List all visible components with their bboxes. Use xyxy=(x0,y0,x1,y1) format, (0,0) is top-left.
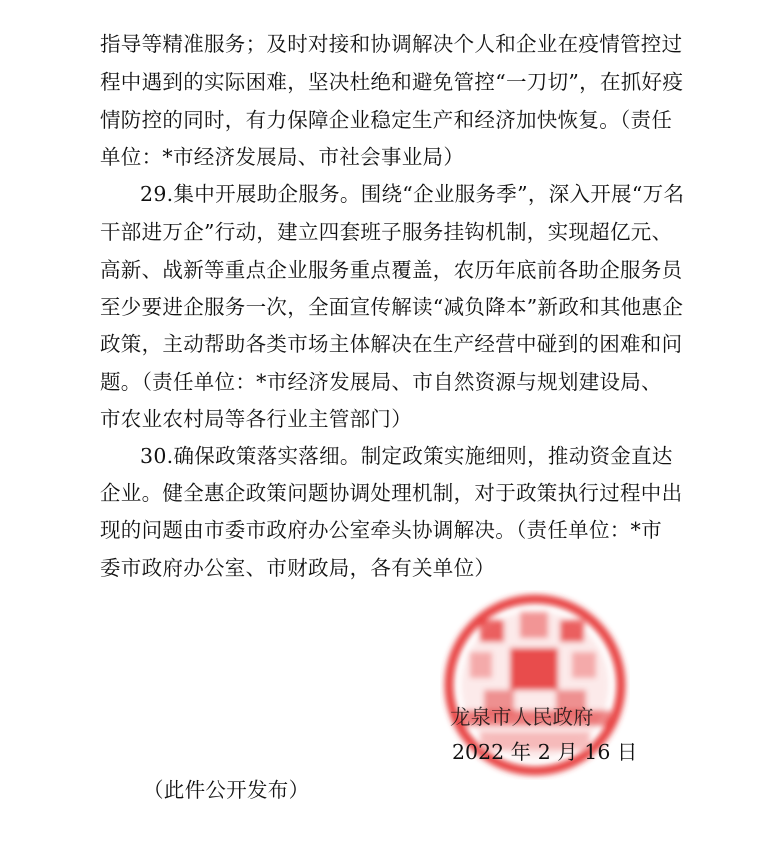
body-line-6: 干部进万企”行动，建立四套班子服务挂钩机制，实现超亿元、 xyxy=(100,220,673,244)
item-30-heading-line: 30.确保政策落实落细。制定政策实施细则，推动资金直达 xyxy=(140,444,673,468)
body-line-3: 情防控的同时，有力保障企业稳定生产和经济加快恢复。（责任 xyxy=(100,108,673,132)
body-line-2: 程中遇到的实际困难，坚决杜绝和避免管控“一刀切”，在抓好疫 xyxy=(100,70,684,94)
body-line-14: 现的问题由市委市政府办公室牵头协调解决。（责任单位：*市 xyxy=(100,518,662,542)
body-line-4: 单位：*市经济发展局、市社会事业局） xyxy=(100,145,465,169)
publication-note: （此件公开发布） xyxy=(143,778,310,802)
issue-date: 2022 年 2 月 16 日 xyxy=(452,740,638,764)
body-line-15: 委市政府办公室、市财政局，各有关单位） xyxy=(100,556,496,580)
body-line-13: 企业。健全惠企政策问题协调处理机制，对于政策执行过程中出 xyxy=(100,481,683,505)
body-line-9: 政策，主动帮助各类市场主体解决在生产经营中碰到的困难和问 xyxy=(100,332,683,356)
body-line-10: 题。（责任单位：*市经济发展局、市自然资源与规划建设局、 xyxy=(100,370,662,394)
body-line-8: 至少要进企服务一次，全面宣传解读“减负降本”新政和其他惠企 xyxy=(100,295,684,319)
body-line-1: 指导等精准服务；及时对接和协调解决个人和企业在疫情管控过 xyxy=(100,32,683,56)
body-line-7: 高新、战新等重点企业服务重点覆盖，农历年底前各助企服务员 xyxy=(100,258,683,282)
body-line-11: 市农业农村局等各行业主管部门） xyxy=(100,407,412,431)
issuer-signature: 龙泉市人民政府 xyxy=(450,705,594,729)
item-29-heading-line: 29.集中开展助企服务。围绕“企业服务季”，深入开展“万名 xyxy=(140,182,685,206)
